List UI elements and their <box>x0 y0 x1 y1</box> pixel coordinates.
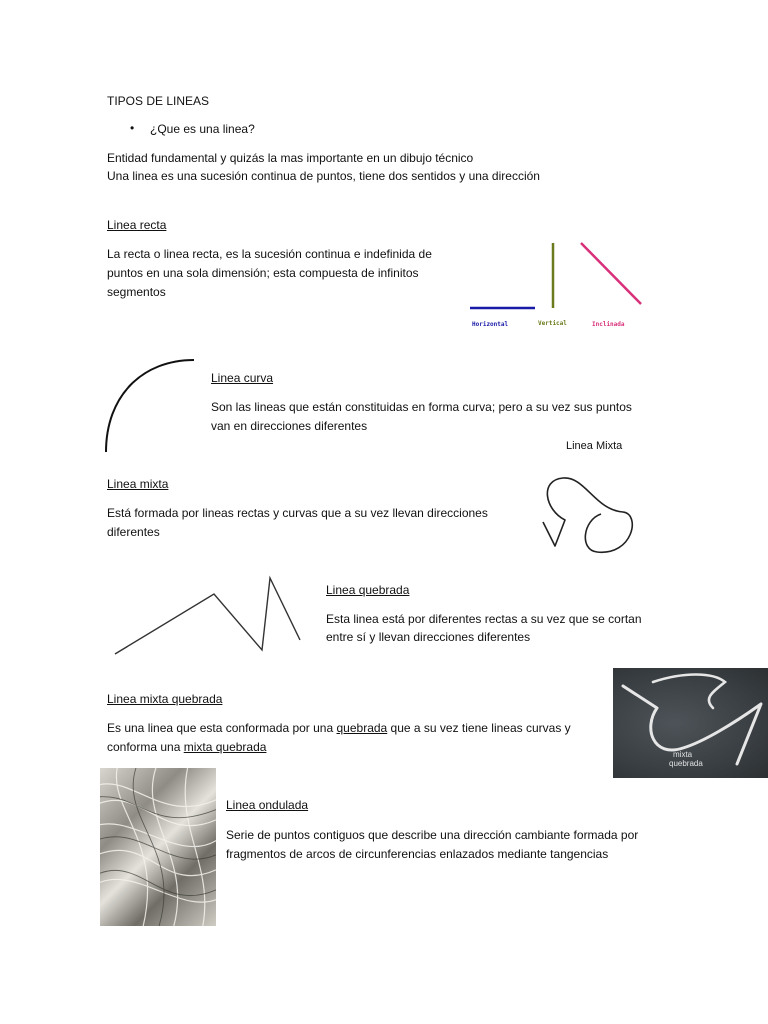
intro-line-1: Entidad fundamental y quizás la mas importante en un dibujo técnico <box>107 151 474 165</box>
quebrada-body-2: entre sí y llevan direcciones diferentes <box>326 630 531 644</box>
mixta-heading: Linea mixta <box>107 477 169 491</box>
mixta-quebrada-photo <box>613 668 768 778</box>
page-title: TIPOS DE LINEAS <box>107 94 210 108</box>
intro-line-2: Una linea es una sucesión continua de puntos, tiene dos sentidos y una dirección <box>107 169 540 183</box>
curve-figure <box>102 356 202 456</box>
ondulada-body-1: Serie de puntos contiguos que describe una dirección cambiante formada por <box>226 828 639 842</box>
body-text: que a su vez tiene lineas curvas y <box>387 721 571 735</box>
curva-body-2: van en direcciones diferentes <box>211 419 368 433</box>
bullet-icon: • <box>130 121 135 135</box>
recta-heading: Linea recta <box>107 218 167 232</box>
quebrada-body-1: Esta linea está por diferentes rectas a su vez que se cortan <box>326 612 642 626</box>
label-vertical: Vertical <box>538 320 567 327</box>
quebrada-heading: Linea quebrada <box>326 583 410 597</box>
curva-body-1: Son las lineas que están constituidas en forma curva; pero a su vez sus puntos <box>211 400 632 414</box>
photo-caption-2: quebrada <box>669 759 703 768</box>
ondulada-body-2: fragmentos de arcos de circunferencias enlazados mediante tangencias <box>226 847 609 861</box>
body-text: Es una linea que esta conformada por una <box>107 721 337 735</box>
mixta-quebrada-body-2 <box>107 738 266 757</box>
recta-body-2: puntos en una sola dimensión; esta compuesta de infinitos <box>107 266 419 280</box>
curva-heading: Linea curva <box>211 371 274 385</box>
zigzag-figure <box>110 572 310 662</box>
mixed-line-figure <box>535 470 645 560</box>
mixta-quebrada-link[interactable]: mixta quebrada <box>183 740 267 754</box>
quebrada-link[interactable]: quebrada <box>336 721 388 735</box>
recta-body-1: La recta o linea recta, es la sucesión continua e indefinida de <box>107 247 432 261</box>
label-horizontal: Horizontal <box>472 321 509 328</box>
question-bullet: ¿Que es una linea? <box>150 122 255 136</box>
mixta-quebrada-heading: Linea mixta quebrada <box>107 692 223 706</box>
photo-caption-1: mixta <box>673 750 693 759</box>
wavy-pattern <box>100 768 216 926</box>
mixta-body-1: Está formada por lineas rectas y curvas que a su vez llevan direcciones <box>107 506 488 520</box>
mixta-quebrada-body-1 <box>107 719 571 738</box>
label-inclinada: Inclinada <box>592 321 625 328</box>
ondulada-heading: Linea ondulada <box>226 798 309 812</box>
inclined-line <box>581 243 641 304</box>
body-text: conforma una <box>107 740 184 754</box>
mixta-body-2: diferentes <box>107 525 160 539</box>
mixta-figure-label: Linea Mixta <box>566 440 623 452</box>
wavy-lines-photo <box>100 768 216 926</box>
recta-body-3: segmentos <box>107 285 166 299</box>
